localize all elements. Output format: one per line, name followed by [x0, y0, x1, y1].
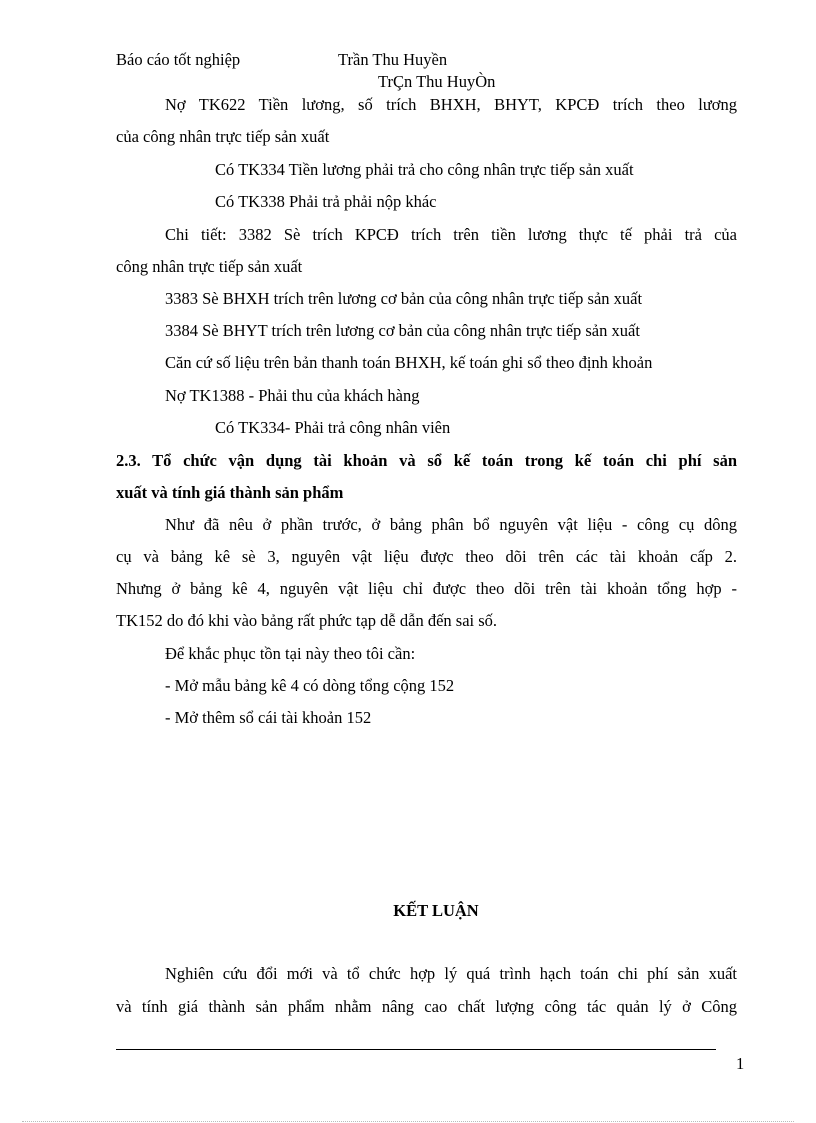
- section-para-line-3: Nhưng ở bảng kê 4, nguyên vật liệu chỉ được theo dõi trên tài khoản tổng hợp -: [116, 579, 737, 598]
- body-line-1: Nợ TK622 Tiền lương, số trích BHXH, BHYT, KPCĐ trích theo lương: [165, 95, 737, 114]
- header-report-label: Báo cáo tốt nghiệp: [116, 50, 241, 69]
- fix-intro: Để khắc phục tồn tại này theo tôi cần:: [165, 644, 416, 663]
- body-line-5: Chi tiết: 3382 Sè trích KPCĐ trích trên tiền lương thực tế phải trả của: [165, 225, 737, 244]
- fix-item-2: - Mở thêm sổ cái tài khoản 152: [165, 708, 372, 727]
- body-line-10: Nợ TK1388 - Phải thu của khách hàng: [165, 386, 420, 405]
- section-para-line-4: TK152 do đó khi vào bảng rất phức tạp dễ dẫn đến sai số.: [116, 611, 498, 630]
- body-line-9: Căn cứ số liệu trên bản thanh toán BHXH, kế toán ghi sổ theo định khoản: [165, 353, 653, 372]
- page-number: 1: [736, 1054, 745, 1073]
- page-bottom-border: [22, 1121, 794, 1122]
- section-heading-line-1: 2.3. Tổ chức vận dụng tài khoản và sổ kế toán trong kế toán chi phí sản: [116, 451, 737, 470]
- body-line-3: Có TK334 Tiền lương phải trả cho công nhân trực tiếp sản xuất: [215, 160, 634, 179]
- conclusion-line-2: và tính giá thành sản phẩm nhằm nâng cao chất lượng công tác quản lý ở Công: [116, 997, 737, 1016]
- conclusion-title: KẾT LUẬN: [393, 901, 479, 920]
- section-heading-line-2: xuất và tính giá thành sản phẩm: [116, 483, 344, 502]
- conclusion-line-1: Nghiên cứu đổi mới và tổ chức hợp lý quá trình hạch toán chi phí sản xuất: [165, 964, 737, 983]
- body-line-4: Có TK338 Phải trả phải nộp khác: [215, 192, 437, 211]
- section-para-line-2: cụ và bảng kê sè 3, nguyên vật liệu được theo dõi trên các tài khoản cấp 2.: [116, 547, 737, 566]
- section-para-line-1: Như đã nêu ở phần trước, ở bảng phân bổ nguyên vật liệu - công cụ dông: [165, 515, 737, 534]
- fix-item-1: - Mở mẫu bảng kê 4 có dòng tổng cộng 152: [165, 676, 455, 695]
- footer-divider: [116, 1049, 716, 1050]
- body-line-2: của công nhân trực tiếp sản xuất: [116, 127, 330, 146]
- body-line-11: Có TK334- Phải trả công nhân viên: [215, 418, 451, 437]
- header-author: Trần Thu Huyền: [338, 50, 448, 69]
- body-line-6: công nhân trực tiếp sản xuất: [116, 257, 303, 276]
- body-line-8: 3384 Sè BHYT trích trên lương cơ bản của công nhân trực tiếp sản xuất: [165, 321, 640, 340]
- header-author-garbled: TrÇn Thu HuyÒn: [378, 72, 496, 91]
- body-line-7: 3383 Sè BHXH trích trên lương cơ bản của công nhân trực tiếp sản xuất: [165, 289, 643, 308]
